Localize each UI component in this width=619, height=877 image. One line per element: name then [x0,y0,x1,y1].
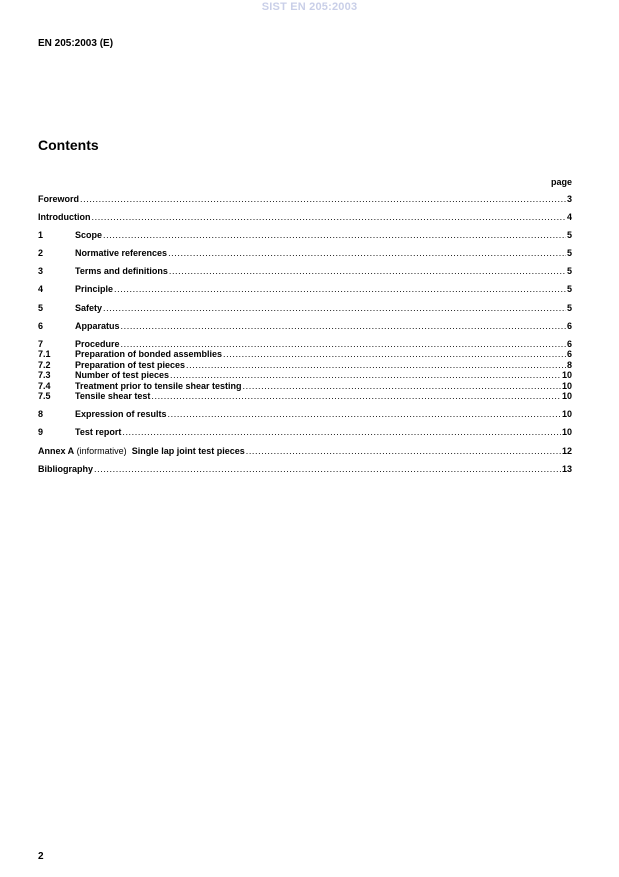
toc-entry-page: 5 [566,266,572,277]
toc-entry-principle[interactable] [38,284,572,295]
toc-entry-title: Treatment prior to tensile shear testing [75,380,242,391]
toc-entry-page: 3 [566,194,572,204]
toc-leader-dots [92,212,566,223]
toc-entry-title: Normative references [75,248,168,259]
toc-entry-preparation-of-bonded-assemblies[interactable] [38,349,572,360]
toc-entry-title: Number of test pieces [75,370,170,381]
toc-entry-number: 6 [38,320,44,331]
toc-leader-dots [246,446,561,457]
toc-entry-page: 10 [561,391,572,402]
page-number: 2 [38,851,44,862]
toc-entry-procedure[interactable] [38,339,572,350]
toc-entry-title: Test report [75,427,122,438]
toc-entry-bibliography[interactable] [38,464,572,475]
toc-entry-tensile-shear-test[interactable] [38,391,572,402]
toc-entry-number: 8 [38,409,44,420]
toc-leader-dots [243,381,561,392]
toc-entry-title: Scope [75,230,103,241]
toc-entry-page: 10 [561,427,572,438]
toc-entry-number: 4 [38,284,44,295]
toc-entry-number-of-test-pieces[interactable] [38,370,572,381]
toc-entry-number: 1 [38,230,44,241]
annex-title: Single lap joint test pieces [126,445,245,456]
toc-entry-page: 10 [561,409,572,420]
toc-entry-expression-of-results[interactable] [38,409,572,420]
toc-entry-scope[interactable] [38,230,572,241]
toc-entry-title: Foreword [38,194,80,204]
contents-heading: Contents [38,137,99,153]
page-column-label: page [550,177,572,187]
toc-leader-dots [103,230,566,241]
toc-entry-page: 4 [566,212,572,223]
toc-entry-title: Tensile shear test [75,391,151,402]
watermark: SIST EN 205:2003 [261,1,358,13]
document-id-header: EN 205:2003 (E) [38,38,114,49]
toc-leader-dots [114,284,566,295]
toc-entry-page: 5 [566,248,572,259]
toc-entry-normative-references[interactable] [38,248,572,259]
toc-entry-page: 8 [566,359,572,370]
toc-leader-dots [121,339,566,350]
toc-entry-number: 7 [38,338,44,349]
toc-leader-dots [168,248,566,259]
toc-entry-title: Safety [75,302,103,313]
toc-entry-number: 9 [38,427,44,438]
toc-entry-title: Introduction [38,212,91,223]
toc-entry-test-report[interactable] [38,427,572,438]
toc-entry-treatment-prior-to-testing[interactable] [38,381,572,392]
toc-leader-dots [170,370,561,381]
toc-entry-safety[interactable] [38,303,572,314]
toc-entry-title [38,446,245,457]
toc-entry-page: 13 [561,463,572,474]
toc-entry-number: 2 [38,248,44,259]
toc-entry-title: Apparatus [75,320,120,331]
toc-leader-dots [122,427,561,438]
toc-entry-page: 6 [566,338,572,349]
toc-entry-annex-a[interactable] [38,446,572,457]
toc-entry-number: 3 [38,266,44,277]
toc-entry-number: 7.2 [38,359,51,370]
toc-entry-page: 5 [566,230,572,241]
toc-leader-dots [103,303,566,314]
toc-entry-title: Bibliography [38,463,94,474]
toc-entry-apparatus[interactable] [38,321,572,332]
toc-entry-preparation-of-test-pieces[interactable] [38,360,572,371]
toc-leader-dots [151,391,561,402]
toc-entry-number: 7.5 [38,391,51,402]
toc-leader-dots [186,360,566,371]
toc-leader-dots [223,349,566,360]
toc-entry-number: 7.4 [38,380,51,391]
annex-prefix: Annex A [38,445,75,456]
toc-entry-page: 6 [566,320,572,331]
toc-entry-introduction[interactable] [38,212,572,223]
toc-entry-number: 5 [38,302,44,313]
toc-entry-title: Preparation of test pieces [75,359,186,370]
toc-entry-page: 12 [561,445,572,456]
toc-entry-foreword[interactable] [38,194,572,205]
toc-entry-title: Terms and definitions [75,266,168,277]
toc-entry-page: 10 [561,380,572,391]
annex-qualifier: (informative) [74,445,127,456]
table-of-contents [38,194,572,474]
toc-entry-page: 5 [566,302,572,313]
toc-leader-dots [121,321,566,332]
toc-entry-number: 7.3 [38,370,51,381]
toc-entry-page: 6 [566,349,572,360]
toc-leader-dots [169,266,566,277]
toc-entry-page: 10 [561,370,572,381]
toc-entry-title: Procedure [75,338,120,349]
toc-entry-title: Preparation of bonded assemblies [75,349,223,360]
toc-leader-dots [168,409,561,420]
toc-leader-dots [94,464,561,475]
toc-entry-title: Expression of results [75,409,167,420]
toc-entry-title: Principle [75,284,114,295]
toc-entry-terms-and-definitions[interactable] [38,266,572,277]
toc-entry-page: 5 [566,284,572,295]
toc-leader-dots [80,194,566,205]
toc-entry-number: 7.1 [38,349,51,360]
